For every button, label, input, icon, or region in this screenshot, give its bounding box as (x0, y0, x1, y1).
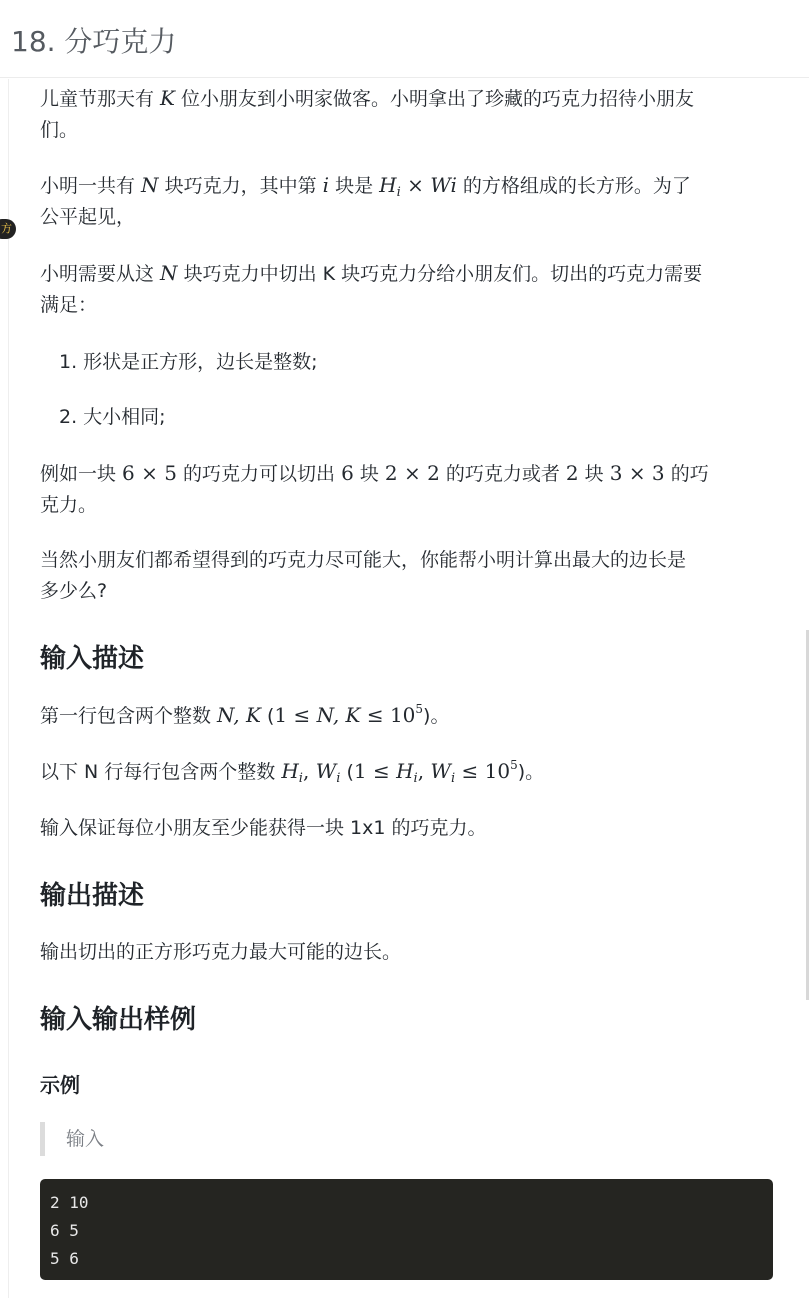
left-rail (8, 79, 9, 1298)
input-line-1: 第一行包含两个整数 N, K (1 ≤ N, $K \le 10^5$)。 (40, 702, 450, 727)
list-item: 1. 形状是正方形，边长是整数; (59, 351, 318, 373)
paragraph-requirements: 小明需要从这 N 块巧克力中切出 K 块巧克力分给小朋友们。切出的巧克力需要 满足： (40, 261, 703, 316)
sample-input-code[interactable]: 2 10 6 5 5 6 (40, 1179, 773, 1280)
example-heading: 示例 (40, 1073, 80, 1097)
input-guarantee: 输入保证每位小朋友至少能获得一块 1x1 的巧克力。 (40, 817, 487, 839)
io-heading: 输入输出样例 (40, 1005, 197, 1035)
output-description: 输出切出的正方形巧克力最大可能的边长。 (40, 941, 402, 963)
list-item: 2. 大小相同; (59, 406, 166, 428)
page-header (0, 0, 809, 78)
paragraph-example: 例如一块 6 × 5 的巧克力可以切出 6 块 2 × 2 的巧克力或者 2 块 3 × 3 的巧 克力。 (40, 461, 709, 516)
input-heading: 输入描述 (40, 644, 145, 674)
output-heading: 输出描述 (40, 881, 145, 911)
page-title: 18. 分巧克力 (11, 25, 177, 58)
side-badge[interactable]: 方 (0, 219, 16, 239)
input-label-quote: 输入 (40, 1122, 104, 1156)
paragraph-intro: 儿童节那天有 K 位小朋友到小明家做客。小明拿出了珍藏的巧克力招待小朋友 们。 (40, 86, 695, 141)
paragraph-chocolates: 小明一共有 N 块巧克力，其中第 i 块是 $H_i \times Wi$ 的方格组成的长方形。为了 公平起见， (40, 173, 691, 228)
paragraph-question: 当然小朋友们都希望得到的巧克力尽可能大，你能帮小明计算出最大的边长是 多少么? (40, 549, 687, 602)
input-line-2: 以下 N 行每行包含两个整数 $H_i$, $W_i$ ($1 \le H_i$, $W_i \le 10^5$)。 (40, 758, 545, 786)
